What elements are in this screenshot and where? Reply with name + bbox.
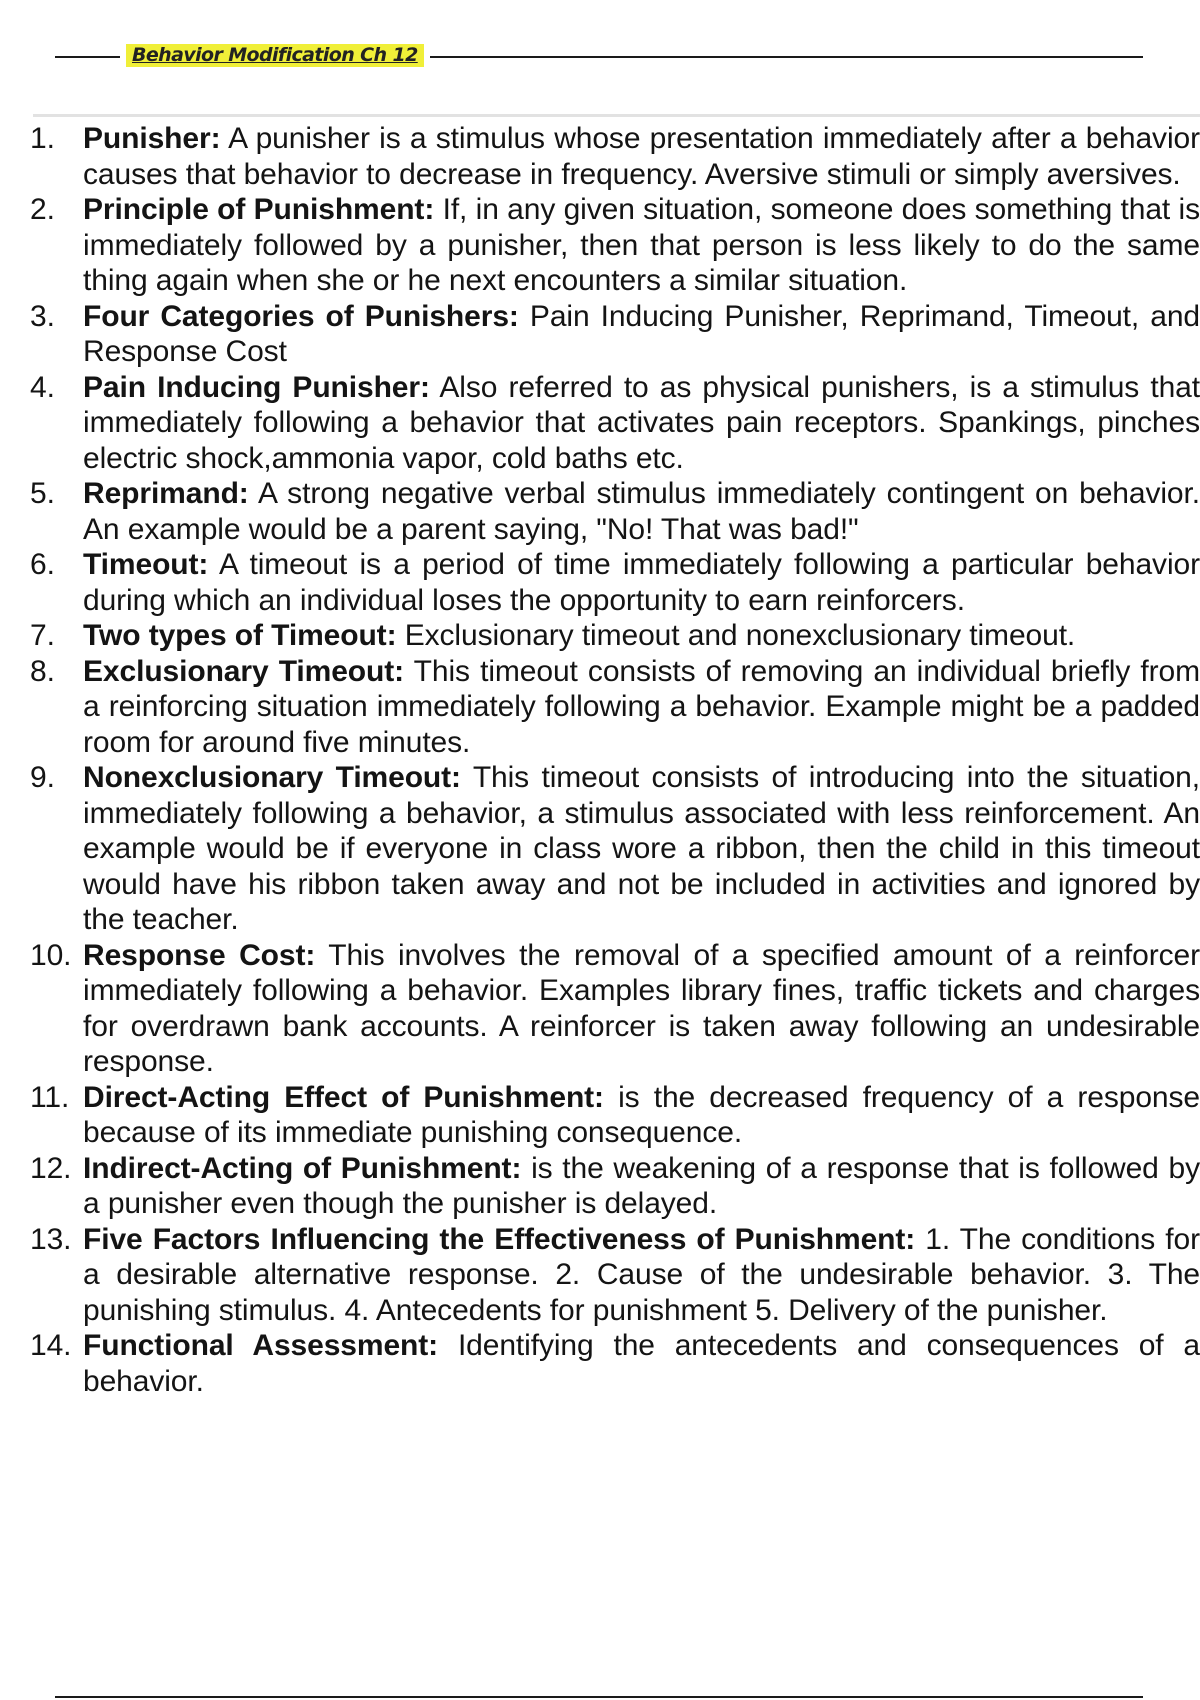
item-term: Principle of Punishment: bbox=[83, 193, 435, 226]
list-item bbox=[0, 121, 1200, 192]
item-definition: is the decreased frequency of a response because of its immediate punishing consequence. bbox=[83, 1080, 1200, 1149]
item-number: 11. bbox=[30, 1080, 70, 1114]
item-number: 14. bbox=[30, 1329, 72, 1362]
item-number: 9. bbox=[30, 761, 55, 794]
list-item bbox=[0, 370, 1200, 477]
list-item bbox=[0, 1328, 1200, 1399]
item-term: Direct-Acting Effect of Punishment: bbox=[83, 1080, 604, 1114]
item-term: Five Factors Influencing the Effectiveness of Punishment: bbox=[83, 1222, 916, 1256]
item-term: Punisher: bbox=[83, 122, 221, 155]
item-term: Two types of Timeout: bbox=[83, 619, 397, 652]
item-number: 7. bbox=[30, 619, 55, 652]
list-item bbox=[0, 1080, 1200, 1151]
item-definition: Identifying the antecedents and consequences of a behavior. bbox=[83, 1329, 1200, 1398]
item-number: 4. bbox=[30, 370, 55, 404]
item-term: Reprimand: bbox=[83, 477, 249, 510]
list-item bbox=[0, 1151, 1200, 1222]
list-item bbox=[0, 192, 1200, 299]
item-term: Pain Inducing Punisher: bbox=[83, 370, 430, 404]
list-item bbox=[0, 618, 1200, 654]
item-definition: Exclusionary timeout and nonexclusionary timeout. bbox=[404, 619, 1076, 652]
item-definition: A timeout is a period of time immediately following a particular behavior during which an individual loses the opportunity to earn reinforcers. bbox=[83, 548, 1200, 617]
item-term: Timeout: bbox=[83, 548, 209, 581]
item-definition: Pain Inducing Punisher, Reprimand, Timeout, and Response Cost bbox=[83, 299, 1200, 368]
list-item bbox=[0, 476, 1200, 547]
item-number: 12. bbox=[30, 1151, 72, 1185]
item-term: Four Categories of Punishers: bbox=[83, 299, 519, 333]
item-number: 13. bbox=[30, 1222, 72, 1256]
definition-list bbox=[0, 121, 1200, 1399]
item-definition: If, in any given situation, someone does something that is immediately followed by a punisher, then that person is less likely to do the same thing again when she or he next encounters a similar situation. bbox=[83, 193, 1200, 297]
list-item bbox=[0, 1222, 1200, 1329]
item-term: Indirect-Acting of Punishment: bbox=[83, 1151, 522, 1185]
item-number: 2. bbox=[30, 193, 55, 226]
item-number: 6. bbox=[30, 548, 55, 581]
list-item bbox=[0, 938, 1200, 1080]
item-definition: This timeout consists of removing an individual briefly from a reinforcing situation immediately following a behavior. Example might be a padded room for around five minutes. bbox=[83, 654, 1200, 759]
item-definition: 1. The conditions for a desirable alternative response. 2. Cause of the undesirable behavior. 3. The punishing stimulus. 4. Antecedents for punishment 5. Delivery of the punisher. bbox=[83, 1222, 1200, 1327]
item-term: Response Cost: bbox=[83, 938, 316, 972]
item-number: 10. bbox=[30, 938, 72, 972]
item-term: Nonexclusionary Timeout: bbox=[83, 761, 461, 794]
list-item bbox=[0, 760, 1200, 938]
item-definition: This involves the removal of a specified amount of a reinforcer immediately following a behavior. Examples library fines, traffic tickets and charges for overdrawn bank accounts. A reinforcer is taken away following an undesirable response. bbox=[83, 938, 1200, 1078]
item-definition: A punisher is a stimulus whose presentation immediately after a behavior causes that behavior to decrease in frequency. Aversive stimuli or simply aversives. bbox=[83, 122, 1200, 191]
item-definition: is the weakening of a response that is followed by a punisher even though the punisher is delayed. bbox=[83, 1151, 1200, 1220]
item-number: 1. bbox=[30, 122, 55, 155]
item-term: Functional Assessment: bbox=[83, 1329, 439, 1362]
item-definition: Also referred to as physical punishers, is a stimulus that immediately following a behavior that activates pain receptors. Spankings, pinches electric shock,ammonia vapor, cold baths etc. bbox=[83, 370, 1200, 475]
item-definition: A strong negative verbal stimulus immediately contingent on behavior. An example would be a parent saying, "No! That was bad!" bbox=[83, 477, 1200, 546]
footer-rule bbox=[55, 1696, 1143, 1698]
content-divider bbox=[33, 114, 1200, 117]
list-item bbox=[0, 547, 1200, 618]
document-title: Behavior Modification Ch 12 bbox=[126, 44, 424, 67]
item-number: 5. bbox=[30, 477, 55, 510]
item-definition: This timeout consists of introducing into the situation, immediately following a behavior, a stimulus associated with less reinforcement. An example would be if everyone in class wore a ribbon, then the child in this timeout would have his ribbon taken away and not be included in activities and ignored by the teacher. bbox=[83, 761, 1200, 936]
list-item bbox=[0, 654, 1200, 761]
list-item bbox=[0, 299, 1200, 370]
item-number: 8. bbox=[30, 654, 55, 688]
item-number: 3. bbox=[30, 299, 55, 333]
item-term: Exclusionary Timeout: bbox=[83, 654, 405, 688]
